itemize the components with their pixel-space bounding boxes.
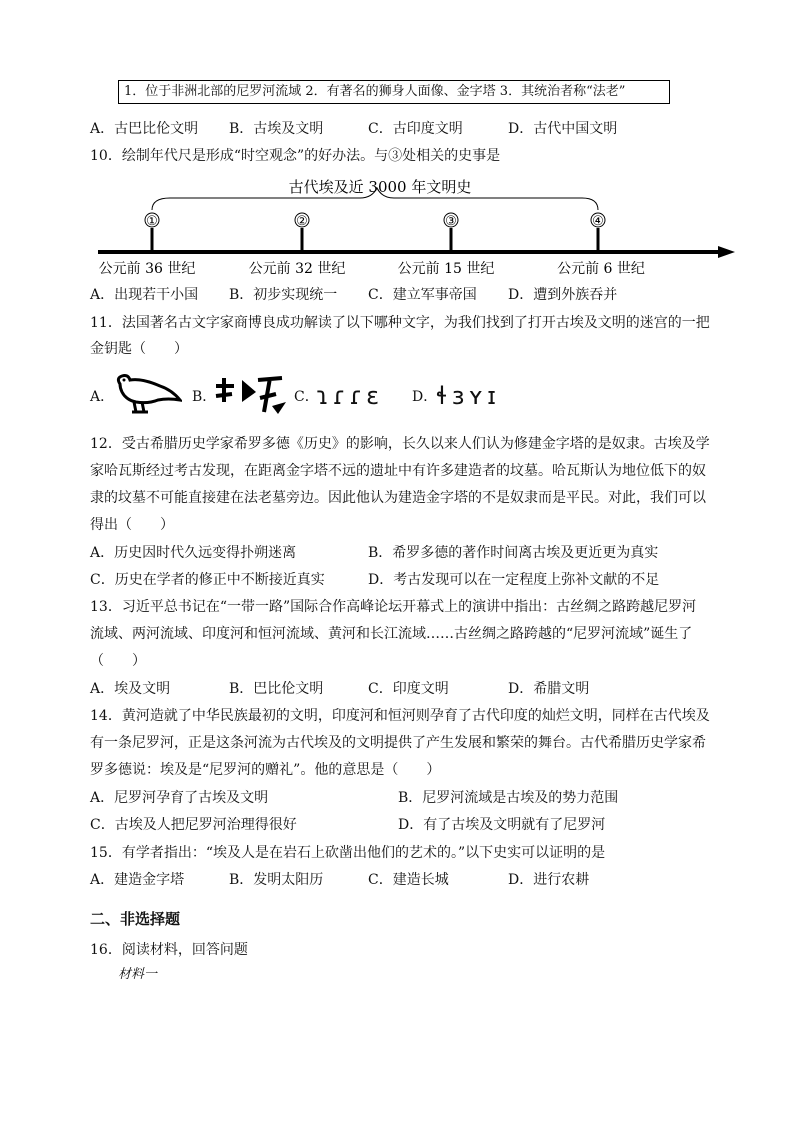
q13-option-c[interactable]: C．印度文明 — [368, 681, 449, 697]
q11-option-b-letter[interactable]: B． — [192, 389, 217, 405]
q15-stem: 15．有学者指出：“埃及人是在岩石上砍凿出他们的艺术的。”以下史实可以证明的是 — [90, 845, 606, 861]
q12-option-d[interactable]: D．考古发现可以在一定程度上弥补文献的不足 — [368, 572, 660, 588]
q13-stem-line-3: （ ） — [90, 653, 146, 669]
q13-option-a[interactable]: A．埃及文明 — [90, 681, 171, 697]
hieroglyph-bird-image — [112, 370, 182, 418]
timeline-marker-2: ② — [296, 214, 308, 229]
q14-option-a[interactable]: A．尼罗河孕育了古埃及文明 — [90, 790, 269, 806]
q10-option-b[interactable]: B．初步实现统一 — [229, 287, 338, 303]
timeline-marker-4: ④ — [592, 214, 604, 229]
timeline-brace — [152, 188, 598, 210]
q12-option-a[interactable]: A．历史因时代久远变得扑朔迷离 — [90, 545, 297, 561]
q12-stem-line-1: 12．受古希腊历史学家希罗多德《历史》的影响，长久以来人们认为修建金字塔的是奴隶。古埃及学 — [90, 436, 710, 452]
q10-option-c[interactable]: C．建立军事帝国 — [368, 287, 477, 303]
q10-timeline — [90, 172, 740, 282]
q12-stem-line-3: 隶的坟墓不可能直接建在法老墓旁边。因此他认为建造金字塔的不是奴隶而是平民。对此，我们可以 — [90, 490, 706, 506]
q14-stem-line-3: 罗多德说：埃及是“尼罗河的赠礼”。他的意思是（ ） — [90, 762, 441, 778]
q9-option-b[interactable]: B．古埃及文明 — [229, 121, 324, 137]
q13-stem-line-2: 流域、两河流域、印度河和恒河流域、黄河和长江流域……古丝绸之路跨越的“尼罗河流域”诞生了 — [90, 626, 693, 642]
timeline-label-4: 公元前 6 世纪 — [557, 261, 645, 277]
q11-script-c: ɿɾɾɛ — [316, 382, 384, 410]
q9-option-d[interactable]: D．古代中国文明 — [508, 121, 618, 137]
q14-option-d[interactable]: D．有了古埃及文明就有了尼罗河 — [398, 817, 606, 833]
q12-stem-line-2: 家哈瓦斯经过考古发现，在距离金字塔不远的遗址中有许多建造者的坟墓。哈瓦斯认为地位低下的奴 — [90, 463, 706, 479]
timeline-label-2: 公元前 32 世纪 — [248, 261, 346, 277]
q9-option-a[interactable]: A．古巴比伦文明 — [90, 121, 199, 137]
q11-option-c-letter[interactable]: C． — [294, 389, 319, 405]
q13-stem-line-1: 13．习近平总书记在“一带一路”国际合作高峰论坛开幕式上的演讲中指出：古丝绸之路跨越尼罗河 — [90, 599, 697, 615]
q13-option-d[interactable]: D．希腊文明 — [508, 681, 590, 697]
cuneiform-image — [212, 372, 290, 418]
q10-stem: 10．绘制年代尺是形成“时空观念”的好办法。与③处相关的史事是 — [90, 148, 501, 164]
q12-option-b[interactable]: B．希罗多德的著作时间离古埃及更近更为真实 — [368, 545, 659, 561]
q15-option-b[interactable]: B．发明太阳历 — [229, 872, 324, 888]
material-label: 材料一 — [118, 967, 158, 982]
q13-option-b[interactable]: B．巴比伦文明 — [229, 681, 324, 697]
q9-option-c[interactable]: C．古印度文明 — [368, 121, 463, 137]
q12-stem-line-4: 得出（ ） — [90, 517, 174, 533]
q15-option-c[interactable]: C．建造长城 — [368, 872, 449, 888]
timeline-marker-3: ③ — [445, 214, 457, 229]
timeline-title: 古代埃及近 3000 年文明史 — [288, 178, 472, 196]
q14-option-c[interactable]: C．古埃及人把尼罗河治理得很好 — [90, 817, 297, 833]
q15-option-d[interactable]: D．进行农耕 — [508, 872, 590, 888]
q14-stem-line-1: 14．黄河造就了中华民族最初的文明，印度河和恒河则孕育了古代印度的灿烂文明，同样在古代埃及 — [90, 708, 710, 724]
timeline-label-1: 公元前 36 世纪 — [98, 261, 196, 277]
section-title: 二、非选择题 — [90, 910, 181, 928]
q11-option-a-letter[interactable]: A． — [90, 389, 115, 405]
q10-option-a[interactable]: A．出现若干小国 — [90, 287, 199, 303]
q10-option-d[interactable]: D．遭到外族吞并 — [508, 287, 618, 303]
q12-option-c[interactable]: C．历史在学者的修正中不断接近真实 — [90, 572, 325, 588]
q14-stem-line-2: 有一条尼罗河，正是这条河流为古代埃及的文明提供了产生发展和繁荣的舞台。古代希腊历史学家希 — [90, 735, 706, 751]
q16-stem: 16．阅读材料，回答问题 — [90, 942, 248, 958]
q15-option-a[interactable]: A．建造金字塔 — [90, 872, 185, 888]
q11-stem-line-2: 金钥匙（ ） — [90, 341, 188, 357]
q11-stem-line-1: 11．法国著名古文字家商博良成功解读了以下哪种文字，为我们找到了打开古埃及文明的迷宫的一把 — [90, 315, 710, 331]
q14-option-b[interactable]: B．尼罗河流域是古埃及的势力范围 — [398, 790, 619, 806]
q9-clue-box: 1．位于非洲北部的尼罗河流域 2．有著名的狮身人面像、金字塔 3．其统治者称“法老” — [118, 80, 670, 104]
timeline-arrow — [718, 246, 735, 258]
q11-script-d: ɬɜʏɪ — [436, 382, 501, 410]
q11-option-d-letter[interactable]: D． — [412, 389, 438, 405]
timeline-marker-1: ① — [146, 214, 158, 229]
timeline-label-3: 公元前 15 世纪 — [397, 261, 495, 277]
